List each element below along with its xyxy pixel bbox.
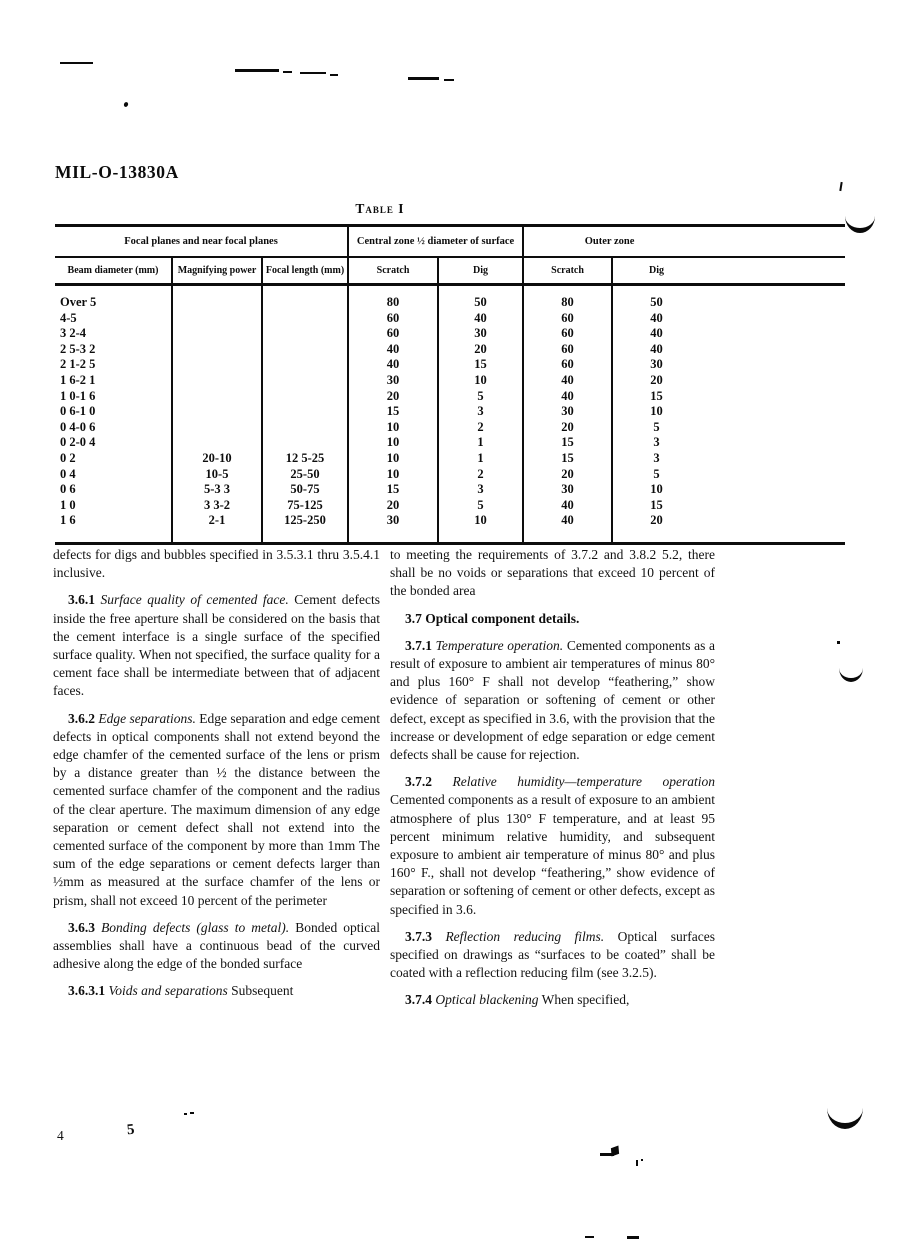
section-3-6-3 bbox=[53, 919, 380, 974]
scan-artifact-stray-five: 5 bbox=[126, 1121, 136, 1139]
table-cell bbox=[172, 311, 262, 327]
table-cell: 10 bbox=[650, 404, 663, 419]
section-number: 3.6.3 bbox=[68, 919, 95, 935]
table-cell: 5 bbox=[438, 389, 523, 405]
table-cell: 12 5-25 bbox=[262, 451, 348, 467]
table-cell: 40 bbox=[348, 357, 438, 373]
table-cell: 15 bbox=[523, 435, 612, 451]
section-body: Cemented components as a result of exposure to an ambient atmosphere of plus 130° F temperature, and at least 95 percent minimum relative humidity, and subsequent exposure to ambient air temperature of minus 80° and plus 160° F., shall not develop “feathering,” show evidence of separation or softening of cement or other defects, except as specified in 3.6. bbox=[390, 792, 715, 917]
scan-artifact-tick bbox=[839, 182, 842, 191]
section-body: When specified, bbox=[541, 992, 630, 1008]
table-cell bbox=[262, 529, 348, 544]
section-title: Reflection reducing films. bbox=[445, 928, 605, 944]
table-cell: 2 5-3 2 bbox=[55, 342, 172, 358]
table-row bbox=[55, 482, 845, 498]
table-cell: 5 bbox=[438, 498, 523, 514]
table-cell: 60 bbox=[523, 357, 612, 373]
table-cell: 15 bbox=[523, 451, 612, 467]
table-row bbox=[55, 295, 845, 311]
table-cell: 60 bbox=[523, 326, 612, 342]
section-3-6-1 bbox=[53, 591, 380, 700]
table-cell: 10 bbox=[348, 467, 438, 483]
table-group-header-row bbox=[55, 226, 845, 258]
table-cell bbox=[262, 342, 348, 358]
table-cell: 60 bbox=[348, 311, 438, 327]
table-cell: 20-10 bbox=[172, 451, 262, 467]
table-cell: 15 bbox=[348, 404, 438, 420]
section-body: Cemented components as a result of exposure to ambient air temperatures of minus 80° and plus 160° F shall not develop “feathering,” show evidence of separation or softening of cement or other defect, except as specified in 3.6, with the provision that the increase or development of edge separation or edge cement defects shall be cause for rejection. bbox=[390, 637, 716, 763]
table-cell bbox=[55, 285, 172, 296]
table-cell: 30 bbox=[438, 326, 523, 342]
table-cell: 75-125 bbox=[262, 498, 348, 514]
table-cell: 40 bbox=[650, 326, 663, 341]
table-cell: 30 bbox=[650, 357, 663, 372]
left-text-column bbox=[53, 546, 380, 1010]
table-cell bbox=[523, 285, 612, 296]
table-cell: 80 bbox=[523, 295, 612, 311]
table-cell bbox=[55, 529, 172, 544]
table-cell: 1 bbox=[438, 451, 523, 467]
table-cell bbox=[612, 285, 845, 296]
table-cell: 15 bbox=[650, 497, 663, 512]
scan-artifact-dash bbox=[408, 77, 439, 80]
table-cell: 15 bbox=[348, 482, 438, 498]
table-cell: 4-5 bbox=[55, 311, 172, 327]
group-header-outer-zone: Outer zone bbox=[523, 226, 845, 258]
table-cell bbox=[262, 295, 348, 311]
table-row bbox=[55, 498, 845, 514]
table-cell bbox=[438, 285, 523, 296]
table-cell: 40 bbox=[650, 341, 663, 356]
table-cell bbox=[172, 326, 262, 342]
section-body: Cement defects inside the free aperture shall be considered on the basis that the cement interface is a single surface of the specified surface quality. When not specified, the surface quality for a cement face shall be intermediate between that of adjacent faces. bbox=[53, 592, 380, 699]
section-3-7-4 bbox=[390, 991, 715, 1009]
scan-artifact-dash bbox=[627, 1236, 639, 1239]
table-cell: 5 bbox=[653, 419, 660, 434]
table-cell: 0 2 bbox=[55, 451, 172, 467]
table-row bbox=[55, 389, 845, 405]
table-cell: 1 6 bbox=[55, 513, 172, 529]
table-cell: 10 bbox=[348, 435, 438, 451]
section-number: 3.7.1 bbox=[405, 637, 432, 653]
table-cell: 40 bbox=[438, 311, 523, 327]
section-body: Bonded optical assemblies shall have a continuous bead of the curved adhesive along the edge of the bonded surface bbox=[53, 919, 380, 972]
table-cell bbox=[438, 529, 523, 544]
scan-artifact-dash bbox=[444, 79, 454, 81]
section-title: Surface quality of cemented face. bbox=[100, 592, 289, 608]
table-cell bbox=[172, 295, 262, 311]
section-title: Edge separations. bbox=[98, 710, 196, 726]
table-cell: 30 bbox=[348, 373, 438, 389]
table-cell: 40 bbox=[650, 310, 663, 325]
table-cell bbox=[172, 529, 262, 544]
table-row bbox=[55, 404, 845, 420]
section-3-6-2 bbox=[53, 710, 380, 910]
table-cell: 5-3 3 bbox=[172, 482, 262, 498]
table-spacer-row bbox=[55, 285, 845, 296]
table-cell bbox=[262, 404, 348, 420]
table-cell: 25-50 bbox=[262, 467, 348, 483]
table-cell: 5 bbox=[653, 466, 660, 481]
table-cell bbox=[348, 529, 438, 544]
table-cell: 10 bbox=[650, 482, 663, 497]
table-cell: 3 bbox=[653, 450, 660, 465]
section-body: Edge separation and edge cement defects in optical components shall not extend beyond the edge chamfer of the cemented surface of the lens or prism by a distance greater than ½ the distance between the cemented surface chamfer of the component and the radius of the clear aperture. The maximum dimension of any edge separation or cement defect shall not extend into the cemented surface of the component by more than 1mm The sum of the edge separations or cement defects larger than ½mm as measured at the surface chamfer of the lens or prism, shall not exceed 10 percent of the perimeter bbox=[53, 710, 381, 908]
section-body: Subsequent bbox=[231, 983, 294, 999]
table-cell: 20 bbox=[438, 342, 523, 358]
scan-artifact-dot bbox=[184, 1113, 187, 1115]
table-row bbox=[55, 435, 845, 451]
page-number: 4 bbox=[57, 1128, 64, 1143]
section-title: Temperature operation. bbox=[435, 637, 564, 653]
col-header-central-scratch: Scratch bbox=[348, 257, 438, 285]
table-cell bbox=[172, 404, 262, 420]
table-cell: 50 bbox=[438, 295, 523, 311]
table-row bbox=[55, 451, 845, 467]
col-header-outer-dig: Dig bbox=[612, 257, 845, 285]
table-cell: 10-5 bbox=[172, 467, 262, 483]
scan-artifact-dot bbox=[837, 641, 840, 644]
table-cell bbox=[172, 373, 262, 389]
section-3-7 bbox=[390, 610, 715, 628]
table-cell: 2 1-2 5 bbox=[55, 357, 172, 373]
section-number: 3.6.3.1 bbox=[68, 983, 106, 999]
table-cell: 40 bbox=[523, 389, 612, 405]
table-cell: 50-75 bbox=[262, 482, 348, 498]
table-cell bbox=[262, 326, 348, 342]
table-cell: 125-250 bbox=[262, 513, 348, 529]
scan-artifact-dash bbox=[283, 71, 292, 73]
col-header-magnifying-power: Magnifying power bbox=[172, 257, 262, 285]
table-row bbox=[55, 420, 845, 436]
col-header-beam-diameter: Beam diameter (mm) bbox=[55, 257, 172, 285]
scan-artifact-dash bbox=[60, 62, 93, 64]
table-cell: 40 bbox=[523, 498, 612, 514]
table-cell: 20 bbox=[348, 498, 438, 514]
table-spacer-row bbox=[55, 529, 845, 544]
table-sub-header-row bbox=[55, 257, 845, 285]
paragraph-text: to meeting the requirements of 3.7.2 and 3.8.2 5.2, there shall be no voids or separations that exceed 10 percent of the bonded area bbox=[390, 547, 715, 599]
section-body: Optical surfaces specified on drawings as “surfaces to be coated” shall be coated with a reflection reducing film (see 3.2.5). bbox=[390, 928, 715, 981]
table-cell: 80 bbox=[348, 295, 438, 311]
table-row bbox=[55, 342, 845, 358]
scan-artifact-swoosh bbox=[839, 668, 863, 682]
table-cell bbox=[172, 389, 262, 405]
table-cell: 0 6 bbox=[55, 482, 172, 498]
table-cell: 20 bbox=[348, 389, 438, 405]
table-cell: 0 4-0 6 bbox=[55, 420, 172, 436]
table-cell: 3 bbox=[438, 404, 523, 420]
scan-artifact-dot bbox=[123, 101, 129, 107]
section-title: Voids and separations bbox=[108, 983, 228, 999]
group-header-focal-planes: Focal planes and near focal planes bbox=[55, 226, 348, 258]
table-cell: 15 bbox=[650, 388, 663, 403]
table-cell: 2 bbox=[438, 467, 523, 483]
group-header-central-zone: Central zone ½ diameter of surface bbox=[348, 226, 523, 258]
scan-artifact-dash bbox=[300, 72, 326, 74]
table-cell bbox=[262, 420, 348, 436]
table-cell: 0 4 bbox=[55, 467, 172, 483]
table-cell: Over 5 bbox=[55, 295, 172, 311]
table-cell bbox=[262, 285, 348, 296]
section-number: 3.7.3 bbox=[405, 928, 432, 944]
table-cell: 60 bbox=[523, 342, 612, 358]
section-number: 3.6.2 bbox=[68, 710, 95, 726]
right-text-column bbox=[390, 546, 715, 1019]
table-cell: 10 bbox=[348, 451, 438, 467]
table-cell: 1 0 bbox=[55, 498, 172, 514]
table-cell bbox=[172, 435, 262, 451]
table-cell bbox=[348, 285, 438, 296]
table-cell bbox=[262, 373, 348, 389]
scan-artifact-tick bbox=[636, 1160, 638, 1166]
table-cell bbox=[172, 285, 262, 296]
scan-artifact-dot bbox=[641, 1159, 643, 1161]
table-cell: 15 bbox=[438, 357, 523, 373]
paragraph-continuation bbox=[390, 546, 715, 601]
table-cell: 1 bbox=[438, 435, 523, 451]
table-cell: 60 bbox=[523, 311, 612, 327]
table-cell bbox=[612, 529, 845, 544]
paragraph-text: defects for digs and bubbles specified in 3.5.3.1 thru 3.5.4.1 inclusive. bbox=[53, 547, 380, 581]
section-title: Relative humidity—temperature operation bbox=[452, 774, 715, 790]
table-cell: 1 6-2 1 bbox=[55, 373, 172, 389]
section-3-6-3-1 bbox=[53, 982, 380, 1000]
table-cell bbox=[262, 435, 348, 451]
col-header-outer-scratch: Scratch bbox=[523, 257, 612, 285]
table-cell: 2 bbox=[438, 420, 523, 436]
table-cell: 20 bbox=[523, 467, 612, 483]
table-cell: 3 bbox=[653, 435, 660, 450]
table-row bbox=[55, 467, 845, 483]
table-cell: 30 bbox=[523, 404, 612, 420]
table-cell bbox=[262, 357, 348, 373]
table-cell: 40 bbox=[523, 513, 612, 529]
table-1 bbox=[55, 224, 845, 545]
section-number: 3.7.4 bbox=[405, 992, 432, 1008]
section-title: Optical component details. bbox=[425, 610, 580, 626]
section-title: Optical blackening bbox=[435, 992, 539, 1008]
paragraph-continuation bbox=[53, 546, 380, 582]
scan-artifact-swoosh bbox=[827, 1108, 863, 1129]
table-cell: 3 3-2 bbox=[172, 498, 262, 514]
scan-artifact-dot bbox=[190, 1112, 194, 1114]
table-row bbox=[55, 513, 845, 529]
table-cell: 3 bbox=[438, 482, 523, 498]
table-row bbox=[55, 373, 845, 389]
table-cell: 40 bbox=[348, 342, 438, 358]
scan-artifact-arrow-head bbox=[611, 1146, 619, 1157]
table-cell bbox=[262, 389, 348, 405]
table-row bbox=[55, 326, 845, 342]
section-number: 3.7 bbox=[405, 610, 422, 626]
table-cell: 20 bbox=[523, 420, 612, 436]
table-cell: 10 bbox=[438, 373, 523, 389]
scan-artifact-dash bbox=[235, 69, 279, 72]
section-3-7-3 bbox=[390, 928, 715, 983]
table-row bbox=[55, 311, 845, 327]
table-row bbox=[55, 357, 845, 373]
table-cell: 10 bbox=[438, 513, 523, 529]
section-number: 3.7.2 bbox=[405, 774, 432, 790]
table-cell: 20 bbox=[650, 372, 663, 387]
table-cell: 3 2-4 bbox=[55, 326, 172, 342]
table-cell: 0 2-0 4 bbox=[55, 435, 172, 451]
scan-artifact-swoosh bbox=[845, 216, 875, 233]
table-cell: 40 bbox=[523, 373, 612, 389]
scan-artifact-dash bbox=[330, 74, 338, 76]
table-cell bbox=[172, 342, 262, 358]
table-caption: Table I bbox=[355, 201, 405, 216]
section-number: 3.6.1 bbox=[68, 592, 95, 608]
table-cell: 10 bbox=[348, 420, 438, 436]
table-cell: 30 bbox=[523, 482, 612, 498]
table-cell bbox=[172, 420, 262, 436]
table-cell: 1 0-1 6 bbox=[55, 389, 172, 405]
table-cell: 50 bbox=[650, 295, 663, 309]
scan-artifact-dash bbox=[585, 1236, 594, 1238]
table-cell bbox=[262, 311, 348, 327]
section-title: Bonding defects (glass to metal). bbox=[101, 919, 290, 935]
table-cell: 2-1 bbox=[172, 513, 262, 529]
table-cell bbox=[523, 529, 612, 544]
col-header-focal-length: Focal length (mm) bbox=[262, 257, 348, 285]
table-cell: 0 6-1 0 bbox=[55, 404, 172, 420]
col-header-central-dig: Dig bbox=[438, 257, 523, 285]
section-3-7-1 bbox=[390, 637, 715, 764]
table-cell: 20 bbox=[650, 513, 663, 528]
section-3-7-2 bbox=[390, 773, 715, 919]
document-number: MIL-O-13830A bbox=[55, 162, 179, 182]
table-cell: 30 bbox=[348, 513, 438, 529]
table-cell bbox=[172, 357, 262, 373]
table-cell: 60 bbox=[348, 326, 438, 342]
